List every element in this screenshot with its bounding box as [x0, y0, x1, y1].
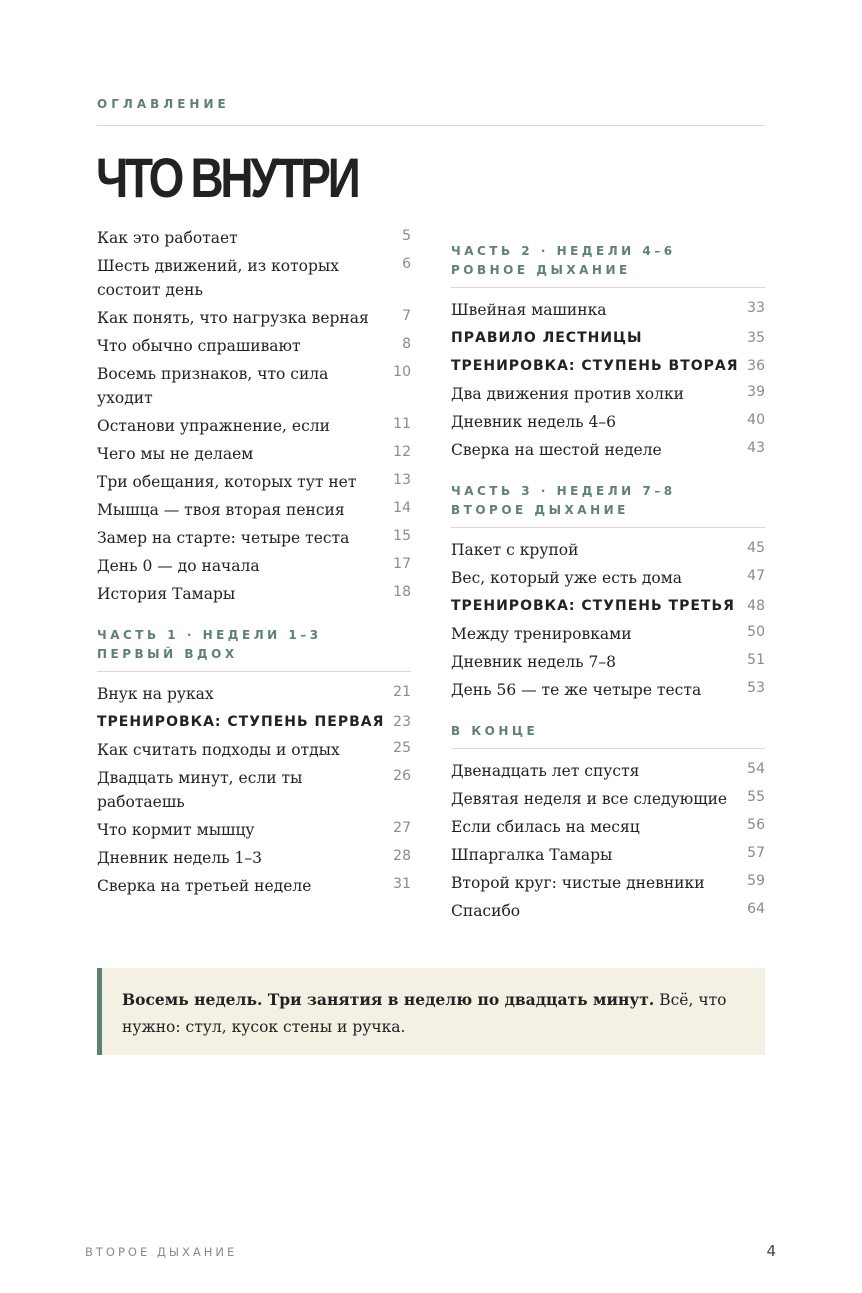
toc-entry[interactable] — [451, 897, 765, 925]
toc-entry-title: Внук на руках — [97, 685, 214, 703]
toc-entry-title: День 0 — до начала — [97, 557, 260, 575]
toc-entry-title: Швейная машинка — [451, 301, 607, 319]
callout-bold-text: Восемь недель. Три занятия в неделю по двадцать минут. — [122, 990, 655, 1009]
toc-entry-title: Если сбилась на месяц — [451, 818, 640, 836]
toc-entry[interactable] — [97, 580, 411, 608]
toc-entry[interactable] — [451, 408, 765, 436]
toc-entry[interactable] — [97, 680, 411, 708]
toc-entry-page: 36 — [747, 358, 765, 374]
toc-entry-page: 18 — [393, 584, 411, 600]
toc-right-column — [451, 234, 765, 925]
toc-entry-workout[interactable] — [97, 708, 411, 736]
part3-heading-line2: ВТОРОЕ ДЫХАНИЕ — [451, 503, 629, 517]
toc-entry-title: Три обещания, которых тут нет — [97, 473, 357, 491]
toc-entry-page: 7 — [402, 308, 411, 324]
toc-entry[interactable] — [451, 536, 765, 564]
toc-entry-page: 21 — [393, 684, 411, 700]
toc-entry-page: 56 — [747, 817, 765, 833]
toc-entry-workout[interactable] — [451, 352, 765, 380]
toc-entry[interactable] — [97, 764, 411, 816]
toc-entry-title: Как это работает — [97, 229, 238, 247]
toc-entry-page: 39 — [747, 384, 765, 400]
toc-entry-title: День 56 — те же четыре теста — [451, 681, 702, 699]
toc-entry-title: ТРЕНИРОВКА: СТУПЕНЬ ПЕРВАЯ — [97, 714, 385, 730]
toc-entry[interactable] — [451, 757, 765, 785]
toc-entry-title: Что обычно спрашивают — [97, 337, 301, 355]
toc-entry-title: Шесть движений, из которых состоит день — [97, 257, 339, 299]
toc-entry-title: ПРАВИЛО ЛЕСТНИЦЫ — [451, 330, 643, 346]
part3-heading-line1: ЧАСТЬ 3 · НЕДЕЛИ 7–8 — [451, 484, 676, 498]
toc-entry-page: 8 — [402, 336, 411, 352]
toc-entry-page: 17 — [393, 556, 411, 572]
toc-entry-page: 64 — [747, 901, 765, 917]
toc-entry-page: 12 — [393, 444, 411, 460]
toc-entry-title: Мышца — твоя вторая пенсия — [97, 501, 345, 519]
toc-entry[interactable] — [97, 252, 411, 304]
toc-entry-page: 54 — [747, 761, 765, 777]
part2-heading-line1: ЧАСТЬ 2 · НЕДЕЛИ 4–6 — [451, 244, 676, 258]
summary-callout — [97, 968, 765, 1055]
toc-entry-page: 51 — [747, 652, 765, 668]
toc-entry-page: 57 — [747, 845, 765, 861]
toc-entry-workout[interactable] — [451, 592, 765, 620]
toc-entry[interactable] — [451, 841, 765, 869]
toc-entry-title: Что кормит мышцу — [97, 821, 255, 839]
toc-entry-title: ТРЕНИРОВКА: СТУПЕНЬ ВТОРАЯ — [451, 358, 739, 374]
end-heading-line1: В КОНЦЕ — [451, 724, 539, 738]
toc-entry-title: Пакет с крупой — [451, 541, 579, 559]
toc-entry-title: Как считать подходы и отдых — [97, 741, 340, 759]
toc-entry-title: Сверка на третьей неделе — [97, 877, 312, 895]
toc-entry[interactable] — [97, 872, 411, 900]
part1-heading — [97, 626, 411, 664]
toc-left-column — [97, 224, 411, 900]
toc-entry-title: Дневник недель 4–6 — [451, 413, 617, 431]
end-heading — [451, 722, 765, 741]
toc-entry[interactable] — [97, 524, 411, 552]
toc-entry[interactable] — [451, 676, 765, 704]
toc-entry-page: 55 — [747, 789, 765, 805]
toc-entry-title: История Тамары — [97, 585, 236, 603]
toc-entry[interactable] — [97, 332, 411, 360]
toc-entry[interactable] — [451, 564, 765, 592]
toc-entry[interactable] — [451, 296, 765, 324]
toc-entry[interactable] — [97, 844, 411, 872]
part1-heading-line2: ПЕРВЫЙ ВДОХ — [97, 647, 238, 661]
toc-entry-page: 53 — [747, 680, 765, 696]
toc-entry-page: 6 — [402, 256, 411, 272]
toc-entry-page: 13 — [393, 472, 411, 488]
toc-entry-page: 25 — [393, 740, 411, 756]
toc-entry-page: 28 — [393, 848, 411, 864]
toc-entry[interactable] — [97, 816, 411, 844]
toc-entry-page: 50 — [747, 624, 765, 640]
toc-entry-page: 40 — [747, 412, 765, 428]
section-divider — [451, 748, 765, 749]
toc-entry[interactable] — [97, 412, 411, 440]
toc-entry[interactable] — [97, 552, 411, 580]
part2-heading — [451, 242, 765, 280]
toc-entry-page: 35 — [747, 330, 765, 346]
toc-entry[interactable] — [451, 436, 765, 464]
toc-entry-page: 47 — [747, 568, 765, 584]
toc-entry-page: 10 — [393, 364, 411, 380]
toc-entry-page: 11 — [393, 416, 411, 432]
toc-entry[interactable] — [451, 380, 765, 408]
toc-entry-title: Между тренировками — [451, 625, 632, 643]
toc-entry[interactable] — [97, 440, 411, 468]
toc-entry-title: Двенадцать лет спустя — [451, 762, 640, 780]
toc-entry[interactable] — [97, 736, 411, 764]
callout-text: Всё, что нужно: стул, кусок стены и ручка. — [122, 991, 727, 1036]
section-divider — [97, 671, 411, 672]
toc-entry-page: 14 — [393, 500, 411, 516]
toc-entry-page: 45 — [747, 540, 765, 556]
toc-entry-page: 26 — [393, 768, 411, 784]
toc-entry-title: Восемь признаков, что сила уходит — [97, 365, 329, 407]
toc-entry-page: 5 — [402, 228, 411, 244]
page-number: 4 — [766, 1242, 776, 1260]
toc-entry-page: 27 — [393, 820, 411, 836]
top-divider — [97, 125, 765, 126]
toc-entry-title: Спасибо — [451, 902, 521, 920]
toc-entry[interactable] — [451, 785, 765, 813]
toc-entry[interactable] — [97, 224, 411, 252]
toc-entry-rule[interactable] — [451, 324, 765, 352]
toc-entry-title: Второй круг: чистые дневники — [451, 874, 705, 892]
toc-entry-title: Останови упражнение, если — [97, 417, 330, 435]
toc-entry[interactable] — [451, 620, 765, 648]
toc-entry-title: Вес, который уже есть дома — [451, 569, 682, 587]
toc-entry-title: Дневник недель 7–8 — [451, 653, 617, 671]
toc-entry-title: Дневник недель 1–3 — [97, 849, 263, 867]
toc-entry-page: 15 — [393, 528, 411, 544]
toc-entry[interactable] — [97, 496, 411, 524]
toc-entry[interactable] — [451, 869, 765, 897]
toc-entry-page: 31 — [393, 876, 411, 892]
toc-entry[interactable] — [451, 813, 765, 841]
toc-entry-title: Сверка на шестой неделе — [451, 441, 662, 459]
toc-entry-page: 43 — [747, 440, 765, 456]
toc-entry-page: 33 — [747, 300, 765, 316]
toc-entry-title: Как понять, что нагрузка верная — [97, 309, 369, 327]
toc-entry[interactable] — [451, 648, 765, 676]
toc-entry[interactable] — [97, 468, 411, 496]
toc-entry-page: 23 — [393, 714, 411, 730]
part3-heading — [451, 482, 765, 520]
toc-entry-title: Девятая неделя и все следующие — [451, 790, 728, 808]
section-kicker: ОГЛАВЛЕНИЕ — [97, 97, 230, 111]
toc-entry-page: 48 — [747, 598, 765, 614]
part2-heading-line2: РОВНОЕ ДЫХАНИЕ — [451, 263, 631, 277]
page-title: ЧТО ВНУТРИ — [96, 146, 358, 209]
toc-entry[interactable] — [97, 360, 411, 412]
toc-entry-title: Два движения против холки — [451, 385, 684, 403]
running-footer-title: ВТОРОЕ ДЫХАНИЕ — [85, 1245, 238, 1259]
toc-entry[interactable] — [97, 304, 411, 332]
section-divider — [451, 287, 765, 288]
toc-entry-title: Шпаргалка Тамары — [451, 846, 613, 864]
toc-entry-title: Двадцать минут, если ты работаешь — [97, 769, 303, 811]
toc-entry-page: 59 — [747, 873, 765, 889]
part1-heading-line1: ЧАСТЬ 1 · НЕДЕЛИ 1–3 — [97, 628, 322, 642]
section-divider — [451, 527, 765, 528]
toc-entry-title: ТРЕНИРОВКА: СТУПЕНЬ ТРЕТЬЯ — [451, 598, 735, 614]
toc-entry-title: Чего мы не делаем — [97, 445, 254, 463]
toc-entry-title: Замер на старте: четыре теста — [97, 529, 350, 547]
